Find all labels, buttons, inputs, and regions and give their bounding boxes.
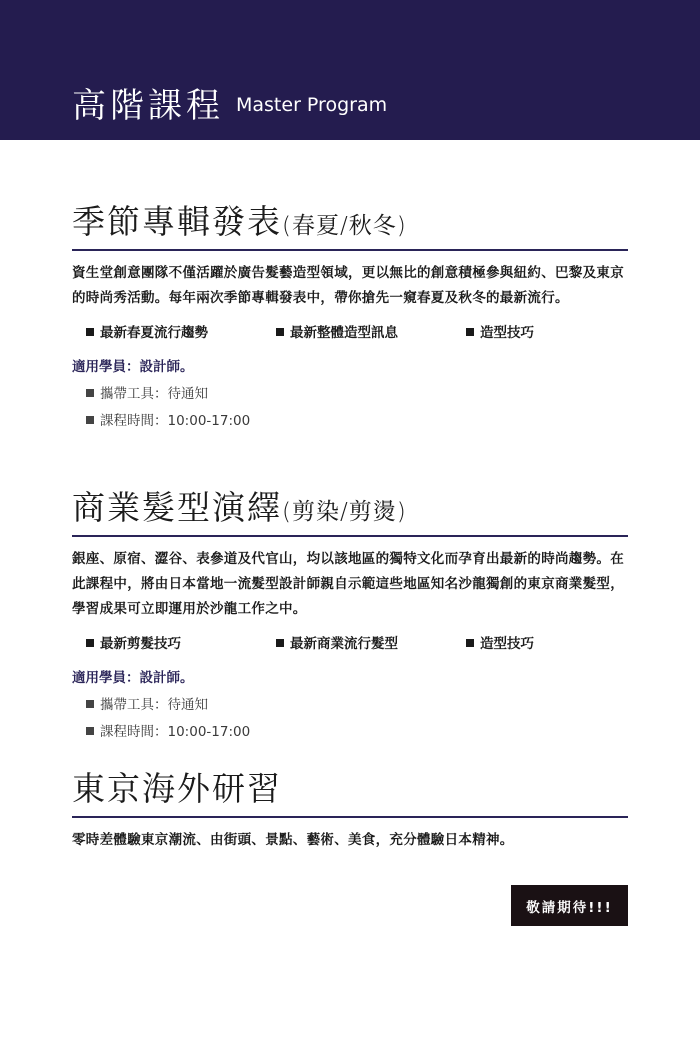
page-title: 高階課程 <box>72 86 224 126</box>
section-title: 東京海外研習 <box>72 769 282 808</box>
square-bullet-icon <box>276 639 284 647</box>
coming-soon-button[interactable]: 敬請期待!!! <box>511 885 628 926</box>
section-description: 資生堂創意團隊不僅活躍於廣告髮藝造型領域，更以無比的創意積極參與紐約、巴黎及東京的時尚秀活動。每年兩次季節專輯發表中，帶你搶先一窺春夏及秋冬的最新流行。 <box>72 265 624 306</box>
square-bullet-icon <box>466 639 474 647</box>
time-info: 課程時間：10:00-17:00 <box>72 409 628 429</box>
page-subtitle: Master Program <box>236 94 388 116</box>
bullet-item: 最新整體造型訊息 <box>276 321 398 341</box>
tools-info: 攜帶工具：待通知 <box>72 382 628 402</box>
section-divider <box>72 816 628 818</box>
bullet-list <box>72 632 628 658</box>
section-description: 銀座、原宿、澀谷、表參道及代官山，均以該地區的獨特文化而孕育出最新的時尚趨勢。在此課程中，將由日本當地一流髮型設計師親自示範這些地區知名沙龍獨創的東京商業髮型，學習成果可立即運用於沙龍工作之中。 <box>72 551 624 617</box>
section-seasonal-collection <box>72 196 628 429</box>
square-bullet-icon <box>86 416 94 424</box>
square-bullet-icon <box>86 328 94 336</box>
bullet-item: 造型技巧 <box>466 632 534 652</box>
section-divider <box>72 249 628 251</box>
bullet-item: 造型技巧 <box>466 321 534 341</box>
bullet-item: 最新剪髮技巧 <box>86 632 181 652</box>
section-title-paren: (春夏/秋冬) <box>282 213 407 239</box>
tools-info: 攜帶工具：待通知 <box>72 693 628 713</box>
square-bullet-icon <box>86 639 94 647</box>
section-divider <box>72 535 628 537</box>
bullet-list <box>72 321 628 347</box>
target-audience: 適用學員：設計師。 <box>72 670 194 686</box>
bullet-item: 最新春夏流行趨勢 <box>86 321 208 341</box>
square-bullet-icon <box>466 328 474 336</box>
square-bullet-icon <box>86 389 94 397</box>
section-description: 零時差體驗東京潮流、由街頭、景點、藝術、美食，充分體驗日本精神。 <box>72 832 514 848</box>
section-commercial-hair <box>72 482 628 740</box>
bullet-item: 最新商業流行髮型 <box>276 632 398 652</box>
square-bullet-icon <box>86 700 94 708</box>
target-audience: 適用學員：設計師。 <box>72 359 194 375</box>
section-tokyo-overseas <box>72 763 628 853</box>
section-title: 季節專輯發表(春夏/秋冬) <box>72 202 407 241</box>
section-title-paren: (剪染/剪燙) <box>282 499 407 525</box>
square-bullet-icon <box>86 727 94 735</box>
square-bullet-icon <box>276 328 284 336</box>
time-info: 課程時間：10:00-17:00 <box>72 720 628 740</box>
section-title: 商業髮型演繹(剪染/剪燙) <box>72 488 407 527</box>
page-header <box>0 0 700 140</box>
